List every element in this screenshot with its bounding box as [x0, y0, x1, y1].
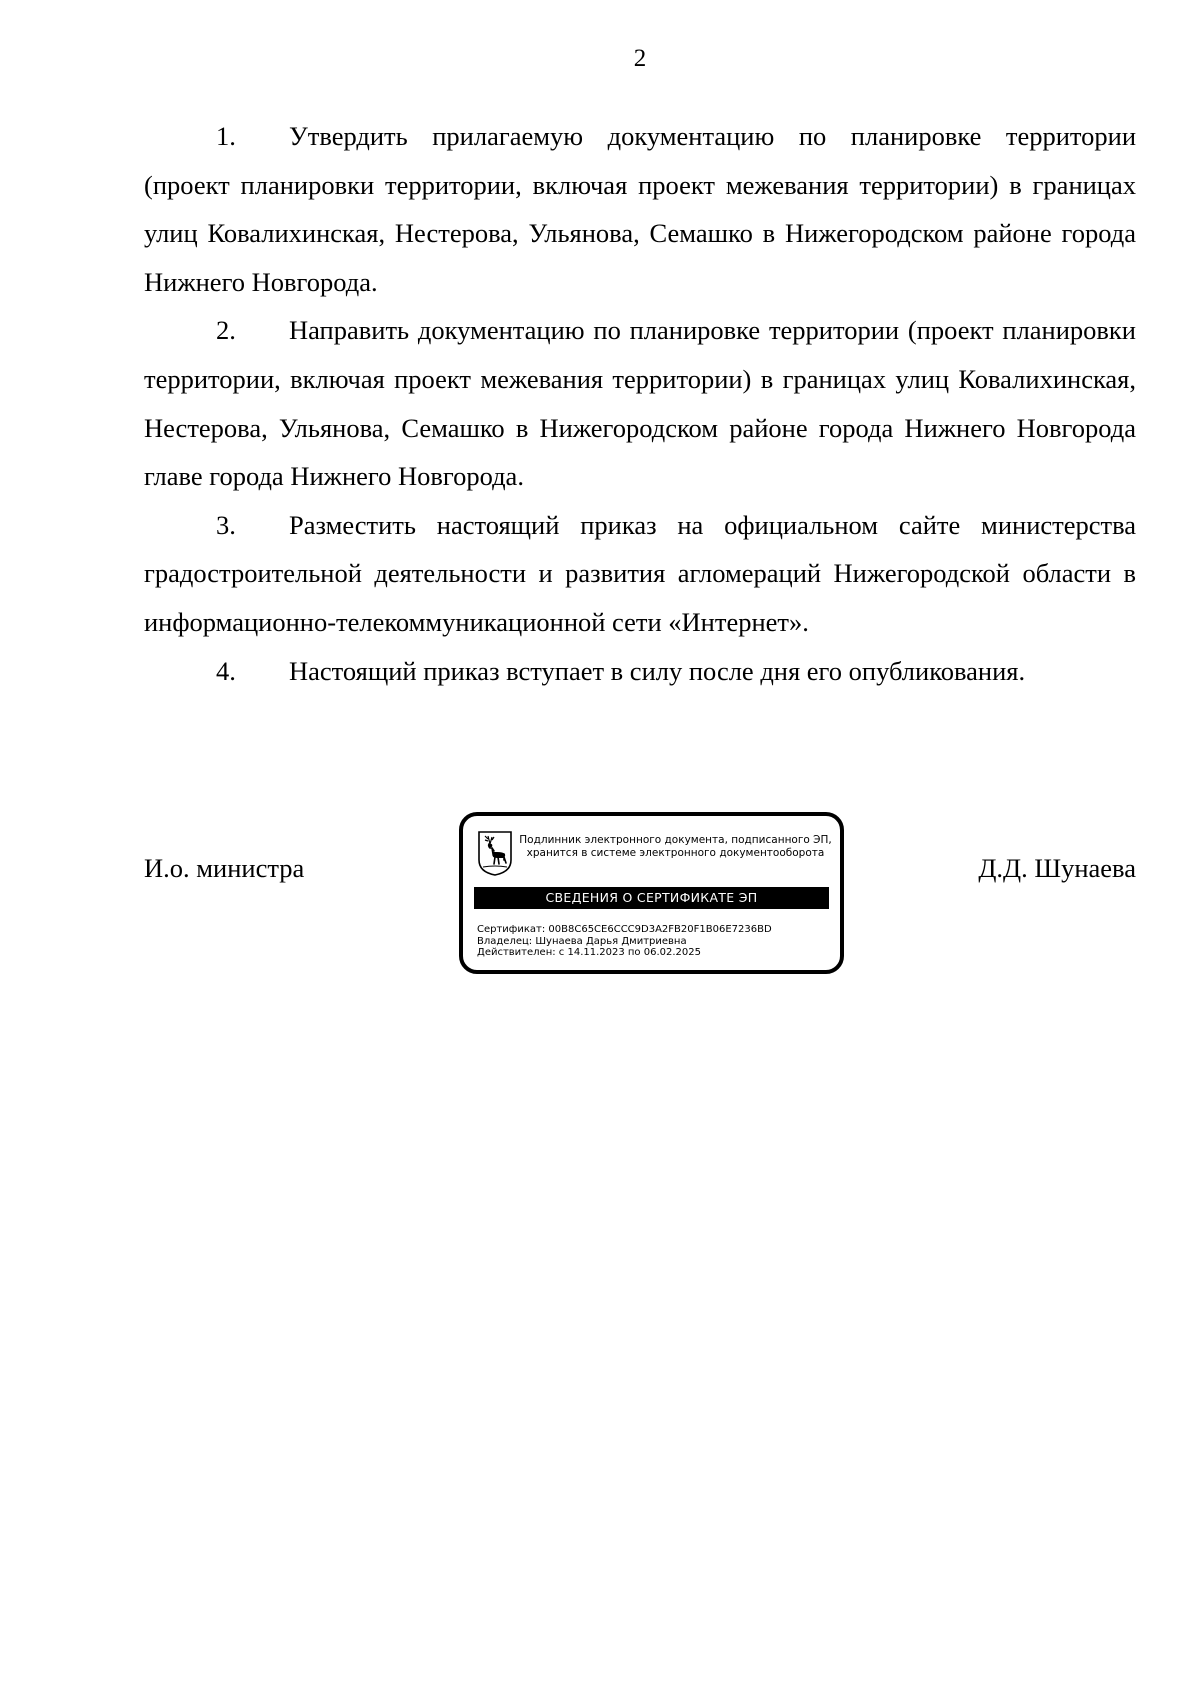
paragraph-number: 4. [216, 655, 236, 686]
certificate-number: Сертификат: 00B8C65CE6CCC9D3A2FB20F1B06E7236BD [477, 924, 772, 935]
paragraph-1 [144, 112, 1136, 306]
paragraph-4 [144, 647, 1136, 696]
stamp-details [477, 924, 772, 959]
stamp-header: СВЕДЕНИЯ О СЕРТИФИКАТЕ ЭП [474, 887, 829, 909]
nizhny-novgorod-deer-emblem-icon [477, 830, 513, 876]
certificate-validity: Действителен: с 14.11.2023 по 06.02.2025 [477, 947, 701, 958]
page-number: 2 [633, 45, 647, 72]
document-body [144, 112, 1136, 695]
paragraph-3 [144, 501, 1136, 647]
paragraph-number: 1. [216, 121, 236, 151]
paragraph-text: Настоящий приказ вступает в силу после дня его опубликования. [289, 655, 1026, 686]
stamp-line-1: Подлинник электронного документа, подписанного ЭП, [519, 834, 832, 846]
certificate-owner: Владелец: Шунаева Дарья Дмитриевна [477, 935, 687, 947]
paragraph-number: 2. [216, 315, 236, 346]
paragraph-2 [144, 306, 1136, 500]
signer-position: И.о. министра [144, 853, 305, 883]
paragraph-text: Разместить настоящий приказ на официальном сайте министерства градостроительной деятельности и развития агломераций Нижегородской области в информационно-телекоммуникационной сети «Интернет». [144, 509, 1136, 637]
paragraph-text: Направить документацию по планировке территории (проект планировки территории, включая проект межевания территории) в границах улиц Ковалихинская, Нестерова, Ульянова, Семашко в Нижегородском районе города Нижнего Новгорода главе города Нижнего Новгорода. [144, 315, 1136, 492]
signer-name: Д.Д. Шунаева [978, 853, 1136, 883]
paragraph-text: Утвердить прилагаемую документацию по планировке территории (проект планировки территории, включая проект межевания территории) в границах улиц Ковалихинская, Нестерова, Ульянова, Семашко в Нижегородском районе города Нижнего Новгорода. [144, 121, 1136, 297]
electronic-signature-stamp [459, 812, 844, 974]
stamp-line-2: хранится в системе электронного документооборота [526, 847, 825, 859]
paragraph-number: 3. [216, 509, 236, 540]
